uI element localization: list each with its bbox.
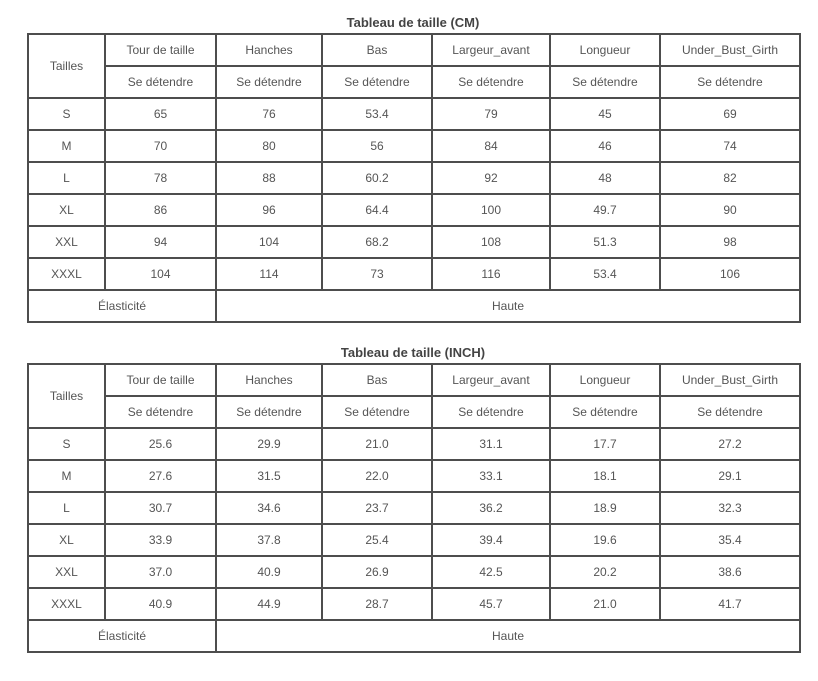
column-header: Longueur bbox=[550, 34, 660, 66]
fit-subheader: Se détendre bbox=[550, 396, 660, 428]
table-cell: 33.9 bbox=[105, 524, 216, 556]
table-cell: 42.5 bbox=[432, 556, 550, 588]
size-column-header: Tailles bbox=[28, 34, 105, 98]
table-cell: 20.2 bbox=[550, 556, 660, 588]
table-cell: 88 bbox=[216, 162, 322, 194]
column-header: Longueur bbox=[550, 364, 660, 396]
size-label: L bbox=[28, 492, 105, 524]
table-cell: 64.4 bbox=[322, 194, 432, 226]
table-cell: 44.9 bbox=[216, 588, 322, 620]
table-cell: 73 bbox=[322, 258, 432, 290]
table-cell: 96 bbox=[216, 194, 322, 226]
table-cell: 27.2 bbox=[660, 428, 800, 460]
table-cell: 76 bbox=[216, 98, 322, 130]
table-cell: 51.3 bbox=[550, 226, 660, 258]
table-row bbox=[28, 428, 800, 460]
table-cell: 25.4 bbox=[322, 524, 432, 556]
table-cell: 40.9 bbox=[105, 588, 216, 620]
table-cell: 38.6 bbox=[660, 556, 800, 588]
elasticity-label: Élasticité bbox=[28, 290, 216, 322]
column-header: Tour de taille bbox=[105, 34, 216, 66]
table-row bbox=[28, 492, 800, 524]
table-cell: 108 bbox=[432, 226, 550, 258]
table-cell: 18.1 bbox=[550, 460, 660, 492]
table-cell: 31.1 bbox=[432, 428, 550, 460]
table-row bbox=[28, 226, 800, 258]
table-cell: 104 bbox=[216, 226, 322, 258]
table-cell: 65 bbox=[105, 98, 216, 130]
fit-subheader: Se détendre bbox=[322, 396, 432, 428]
fit-subheader: Se détendre bbox=[216, 66, 322, 98]
size-table bbox=[27, 33, 801, 323]
table-cell: 18.9 bbox=[550, 492, 660, 524]
table-cell: 37.8 bbox=[216, 524, 322, 556]
table-cell: 94 bbox=[105, 226, 216, 258]
table-cell: 98 bbox=[660, 226, 800, 258]
table-cell: 25.6 bbox=[105, 428, 216, 460]
fit-subheader: Se détendre bbox=[105, 396, 216, 428]
size-label: L bbox=[28, 162, 105, 194]
table-cell: 116 bbox=[432, 258, 550, 290]
size-label: XXL bbox=[28, 556, 105, 588]
size-table bbox=[27, 363, 801, 653]
table-cell: 19.6 bbox=[550, 524, 660, 556]
table-cell: 31.5 bbox=[216, 460, 322, 492]
column-header: Hanches bbox=[216, 364, 322, 396]
size-column-header: Tailles bbox=[28, 364, 105, 428]
fit-subheader: Se détendre bbox=[660, 66, 800, 98]
column-header: Under_Bust_Girth bbox=[660, 34, 800, 66]
table-cell: 53.4 bbox=[322, 98, 432, 130]
table-cell: 45.7 bbox=[432, 588, 550, 620]
table-cell: 22.0 bbox=[322, 460, 432, 492]
table-row bbox=[28, 130, 800, 162]
table-cell: 114 bbox=[216, 258, 322, 290]
subheader-row bbox=[28, 66, 800, 98]
table-cell: 79 bbox=[432, 98, 550, 130]
table-cell: 37.0 bbox=[105, 556, 216, 588]
table-row bbox=[28, 588, 800, 620]
table-cell: 33.1 bbox=[432, 460, 550, 492]
table-cell: 78 bbox=[105, 162, 216, 194]
size-chart-cm bbox=[27, 12, 799, 323]
table-cell: 84 bbox=[432, 130, 550, 162]
size-chart-title: Tableau de taille (CM) bbox=[346, 15, 480, 30]
column-header: Hanches bbox=[216, 34, 322, 66]
table-cell: 39.4 bbox=[432, 524, 550, 556]
table-cell: 28.7 bbox=[322, 588, 432, 620]
elasticity-value: Haute bbox=[216, 290, 800, 322]
table-cell: 69 bbox=[660, 98, 800, 130]
header-row bbox=[28, 364, 800, 396]
table-row bbox=[28, 162, 800, 194]
table-cell: 45 bbox=[550, 98, 660, 130]
elasticity-row bbox=[28, 620, 800, 652]
column-header: Tour de taille bbox=[105, 364, 216, 396]
fit-subheader: Se détendre bbox=[432, 66, 550, 98]
table-cell: 80 bbox=[216, 130, 322, 162]
table-cell: 70 bbox=[105, 130, 216, 162]
table-cell: 21.0 bbox=[550, 588, 660, 620]
fit-subheader: Se détendre bbox=[322, 66, 432, 98]
fit-subheader: Se détendre bbox=[550, 66, 660, 98]
size-label: S bbox=[28, 428, 105, 460]
table-cell: 35.4 bbox=[660, 524, 800, 556]
table-cell: 106 bbox=[660, 258, 800, 290]
table-cell: 36.2 bbox=[432, 492, 550, 524]
table-cell: 74 bbox=[660, 130, 800, 162]
table-cell: 41.7 bbox=[660, 588, 800, 620]
table-row bbox=[28, 460, 800, 492]
elasticity-row bbox=[28, 290, 800, 322]
column-header: Largeur_avant bbox=[432, 34, 550, 66]
table-cell: 104 bbox=[105, 258, 216, 290]
table-cell: 90 bbox=[660, 194, 800, 226]
fit-subheader: Se détendre bbox=[105, 66, 216, 98]
size-label: XL bbox=[28, 194, 105, 226]
table-cell: 82 bbox=[660, 162, 800, 194]
table-row bbox=[28, 258, 800, 290]
size-label: XXXL bbox=[28, 588, 105, 620]
table-cell: 49.7 bbox=[550, 194, 660, 226]
table-cell: 68.2 bbox=[322, 226, 432, 258]
table-cell: 26.9 bbox=[322, 556, 432, 588]
column-header: Bas bbox=[322, 34, 432, 66]
table-cell: 29.1 bbox=[660, 460, 800, 492]
elasticity-label: Élasticité bbox=[28, 620, 216, 652]
column-header: Largeur_avant bbox=[432, 364, 550, 396]
subheader-row bbox=[28, 396, 800, 428]
table-row bbox=[28, 556, 800, 588]
table-cell: 53.4 bbox=[550, 258, 660, 290]
elasticity-value: Haute bbox=[216, 620, 800, 652]
table-cell: 30.7 bbox=[105, 492, 216, 524]
table-cell: 23.7 bbox=[322, 492, 432, 524]
table-row bbox=[28, 524, 800, 556]
table-cell: 46 bbox=[550, 130, 660, 162]
header-row bbox=[28, 34, 800, 66]
column-header: Bas bbox=[322, 364, 432, 396]
fit-subheader: Se détendre bbox=[216, 396, 322, 428]
table-cell: 92 bbox=[432, 162, 550, 194]
table-cell: 27.6 bbox=[105, 460, 216, 492]
fit-subheader: Se détendre bbox=[432, 396, 550, 428]
table-cell: 100 bbox=[432, 194, 550, 226]
size-label: S bbox=[28, 98, 105, 130]
table-cell: 56 bbox=[322, 130, 432, 162]
table-cell: 34.6 bbox=[216, 492, 322, 524]
table-cell: 17.7 bbox=[550, 428, 660, 460]
size-label: M bbox=[28, 130, 105, 162]
size-label: XXL bbox=[28, 226, 105, 258]
table-cell: 48 bbox=[550, 162, 660, 194]
size-label: XXXL bbox=[28, 258, 105, 290]
table-cell: 60.2 bbox=[322, 162, 432, 194]
size-chart-inch bbox=[27, 342, 799, 653]
fit-subheader: Se détendre bbox=[660, 396, 800, 428]
table-cell: 86 bbox=[105, 194, 216, 226]
table-cell: 32.3 bbox=[660, 492, 800, 524]
table-cell: 21.0 bbox=[322, 428, 432, 460]
size-chart-title: Tableau de taille (INCH) bbox=[340, 345, 486, 360]
size-label: M bbox=[28, 460, 105, 492]
size-label: XL bbox=[28, 524, 105, 556]
table-cell: 40.9 bbox=[216, 556, 322, 588]
table-row bbox=[28, 194, 800, 226]
table-row bbox=[28, 98, 800, 130]
column-header: Under_Bust_Girth bbox=[660, 364, 800, 396]
table-cell: 29.9 bbox=[216, 428, 322, 460]
